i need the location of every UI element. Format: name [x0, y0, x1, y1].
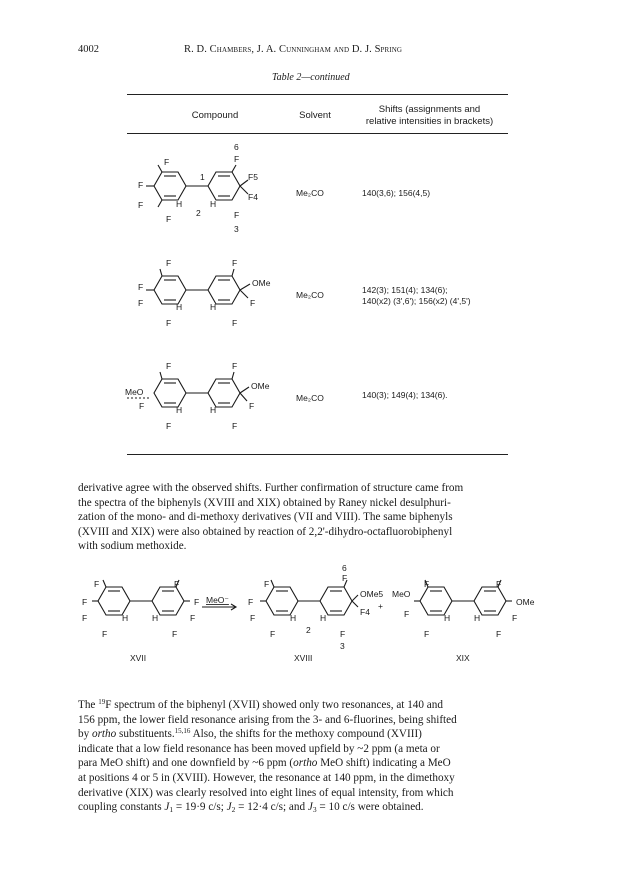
atom-label: F: [172, 629, 178, 639]
shifts-row-2-line-2: 140(x2) (3',6'); 156(x2) (4',5'): [362, 296, 471, 306]
text-line: [78, 756, 548, 771]
atom-label: F: [166, 318, 172, 328]
text-run: = 12·4 c/s; and: [235, 801, 308, 814]
page-number: 4002: [78, 44, 99, 55]
text-run: by: [78, 728, 92, 741]
italic-run: J: [226, 801, 232, 814]
atom-label: H: [210, 302, 217, 312]
substituent-label: OMe: [252, 278, 271, 288]
italic-run: ortho: [293, 757, 318, 770]
position-number: 3: [340, 641, 345, 651]
atom-label: F: [234, 210, 240, 220]
compound-label-xviii: XVIII: [294, 653, 313, 663]
atom-label: F: [82, 613, 88, 623]
italic-run: J: [164, 801, 170, 814]
column-header-solvent: Solvent: [299, 110, 331, 121]
atom-label: F: [166, 361, 172, 371]
table-header-rule: [127, 133, 508, 134]
atom-label: F: [166, 214, 172, 224]
atom-label: F: [232, 318, 238, 328]
atom-label: F: [166, 421, 172, 431]
solvent-row-3: Me₂CO: [296, 393, 324, 403]
atom-label: H: [176, 405, 183, 415]
solvent-row-1: Me₂CO: [296, 188, 324, 198]
table-top-rule: [127, 94, 508, 95]
text-line: [78, 727, 548, 742]
reagent-label: MeO⁻: [206, 595, 229, 605]
column-header-compound: Compound: [191, 110, 239, 121]
text-run: para MeO shift) and one downfield by ~6 ppm (: [78, 757, 294, 770]
atom-label: F: [164, 157, 170, 167]
atom-label: F: [94, 579, 100, 589]
atom-label: F: [232, 258, 238, 268]
atom-label: F: [166, 258, 172, 268]
shifts-row-2: [362, 285, 471, 307]
atom-label: H: [152, 613, 159, 623]
italic-run: J: [307, 801, 313, 814]
text-run: coupling constants: [78, 801, 165, 814]
substituent-label: OMe: [516, 597, 535, 607]
position-number: 6: [342, 565, 347, 573]
molecule-row-1: [130, 140, 280, 245]
text-line: (XVIII and XIX) were also obtained by reaction of 2,2'-dihydro-octafluorobiphenyl: [78, 525, 453, 538]
atom-label: F: [340, 629, 346, 639]
shifts-row-3-line-1: 140(3); 149(4); 134(6).: [362, 390, 448, 400]
substituent-label: MeO: [125, 387, 144, 397]
text-line: at positions 4 or 5 in (XVIII). However, the resonance at 140 ppm, in the dimethoxy: [78, 771, 455, 784]
atom-label: F: [424, 629, 430, 639]
atom-label: F: [404, 609, 410, 619]
biphenyl-structure-3: [115, 355, 290, 445]
text-run: F spectrum of the biphenyl (XVII) showed only two resonances, at 140 and: [105, 699, 443, 711]
position-number: 6: [234, 142, 239, 152]
atom-label: F5: [248, 172, 258, 182]
atom-label: H: [474, 613, 481, 623]
text-line: derivative agree with the observed shifts. Further confirmation of structure came from: [78, 482, 464, 494]
atom-label: F: [194, 597, 200, 607]
shifts-row-1: [362, 188, 430, 199]
atom-label: H: [290, 613, 297, 623]
atom-label: F: [234, 154, 240, 164]
atom-label: F: [270, 629, 276, 639]
shifts-header-line-1: Shifts (assignments and: [378, 104, 481, 115]
atom-label: F: [424, 579, 430, 589]
subscript: 3: [312, 805, 317, 815]
column-header-shifts: [352, 104, 507, 128]
atom-label: F: [249, 401, 255, 411]
plus-sign: +: [378, 601, 383, 611]
text-run: The: [78, 699, 99, 711]
shifts-row-2-line-1: 142(3); 151(4); 134(6);: [362, 285, 448, 295]
compound-label-xix: XIX: [456, 653, 470, 663]
running-head: R. D. Chambers, J. A. Cunningham and D. J. Spring: [184, 44, 403, 55]
atom-label: F: [496, 629, 502, 639]
atom-label: F: [138, 298, 144, 308]
superscript: 19: [98, 698, 106, 706]
reaction-scheme: [78, 565, 548, 680]
position-number: 1: [200, 172, 205, 182]
italic-run: ortho: [91, 728, 117, 741]
atom-label: H: [176, 302, 183, 312]
atom-label: F: [82, 597, 88, 607]
text-run: substituents.: [116, 728, 175, 741]
atom-label: H: [210, 405, 217, 415]
atom-label: F4: [248, 192, 258, 202]
text-run: MeO shift) indicating a MeO: [317, 757, 451, 770]
scheme-structures: [78, 565, 548, 675]
atom-label: F: [139, 401, 145, 411]
atom-label: F: [190, 613, 196, 623]
shifts-header-line-2: relative intensities in brackets): [365, 116, 494, 127]
table-title: Table 2—continued: [272, 72, 350, 83]
table-bottom-rule: [127, 454, 508, 455]
subscript: 1: [169, 805, 174, 815]
atom-label: F: [138, 200, 144, 210]
substituent-label: OMe5: [360, 589, 384, 599]
text-line: indicate that a low field resonance has been moved upfield by ~2 ppm (a meta or: [78, 742, 440, 755]
text-line: with sodium methoxide.: [78, 540, 187, 553]
text-run: = 19·9 c/s;: [173, 801, 227, 814]
position-number: 2: [306, 625, 311, 635]
molecule-row-2: [130, 252, 290, 347]
atom-label: F: [496, 579, 502, 589]
atom-label: F: [138, 180, 144, 190]
substituent-label: MeO: [392, 589, 411, 599]
atom-label: F: [248, 597, 254, 607]
atom-label: H: [176, 199, 183, 209]
shifts-row-1-line-1: 140(3,6); 156(4,5): [362, 188, 431, 198]
substituent-label: OMe: [251, 381, 270, 391]
compound-label-xvii: XVII: [130, 653, 147, 663]
atom-label: H: [444, 613, 451, 623]
text-line: 156 ppm, the lower field resonance arising from the 3- and 6-fluorines, being shifted: [78, 713, 457, 726]
atom-label: F: [250, 298, 256, 308]
atom-label: F: [174, 579, 180, 589]
biphenyl-structure-1: [130, 140, 280, 240]
text-line: the spectra of the biphenyls (XVIII and XIX) obtained by Raney nickel desulphuri-: [78, 496, 451, 509]
citation-superscript: 15,16: [174, 727, 191, 736]
atom-label: F: [232, 421, 238, 431]
text-line: derivative (XIX) was clearly resolved into eight lines of equal intensity, from which: [78, 786, 454, 799]
paragraph-2: [78, 698, 548, 815]
atom-label: H: [210, 199, 217, 209]
atom-label: F: [102, 629, 108, 639]
atom-label: F: [232, 361, 238, 371]
biphenyl-structure-2: [130, 252, 290, 342]
atom-label: F4: [360, 607, 370, 617]
subscript: 2: [231, 805, 236, 815]
shifts-row-3: [362, 390, 448, 401]
atom-label: F: [342, 573, 348, 583]
atom-label: F: [264, 579, 270, 589]
molecule-row-3: [115, 355, 290, 450]
text-line: zation of the mono- and di-methoxy derivatives (VII and VIII). The same biphenyls: [78, 511, 453, 524]
atom-label: F: [512, 613, 518, 623]
position-number: 2: [196, 208, 201, 218]
text-line: [78, 698, 548, 713]
atom-label: F: [138, 282, 144, 292]
atom-label: F: [250, 613, 256, 623]
solvent-row-2: Me₂CO: [296, 290, 324, 300]
paragraph-1: [78, 481, 548, 554]
atom-label: H: [320, 613, 327, 623]
text-run: Also, the shifts for the methoxy compound (XVIII): [190, 728, 422, 741]
text-run: = 10 c/s were obtained.: [316, 801, 424, 814]
atom-label: H: [122, 613, 129, 623]
position-number: 3: [234, 224, 239, 234]
text-line: [78, 800, 548, 815]
